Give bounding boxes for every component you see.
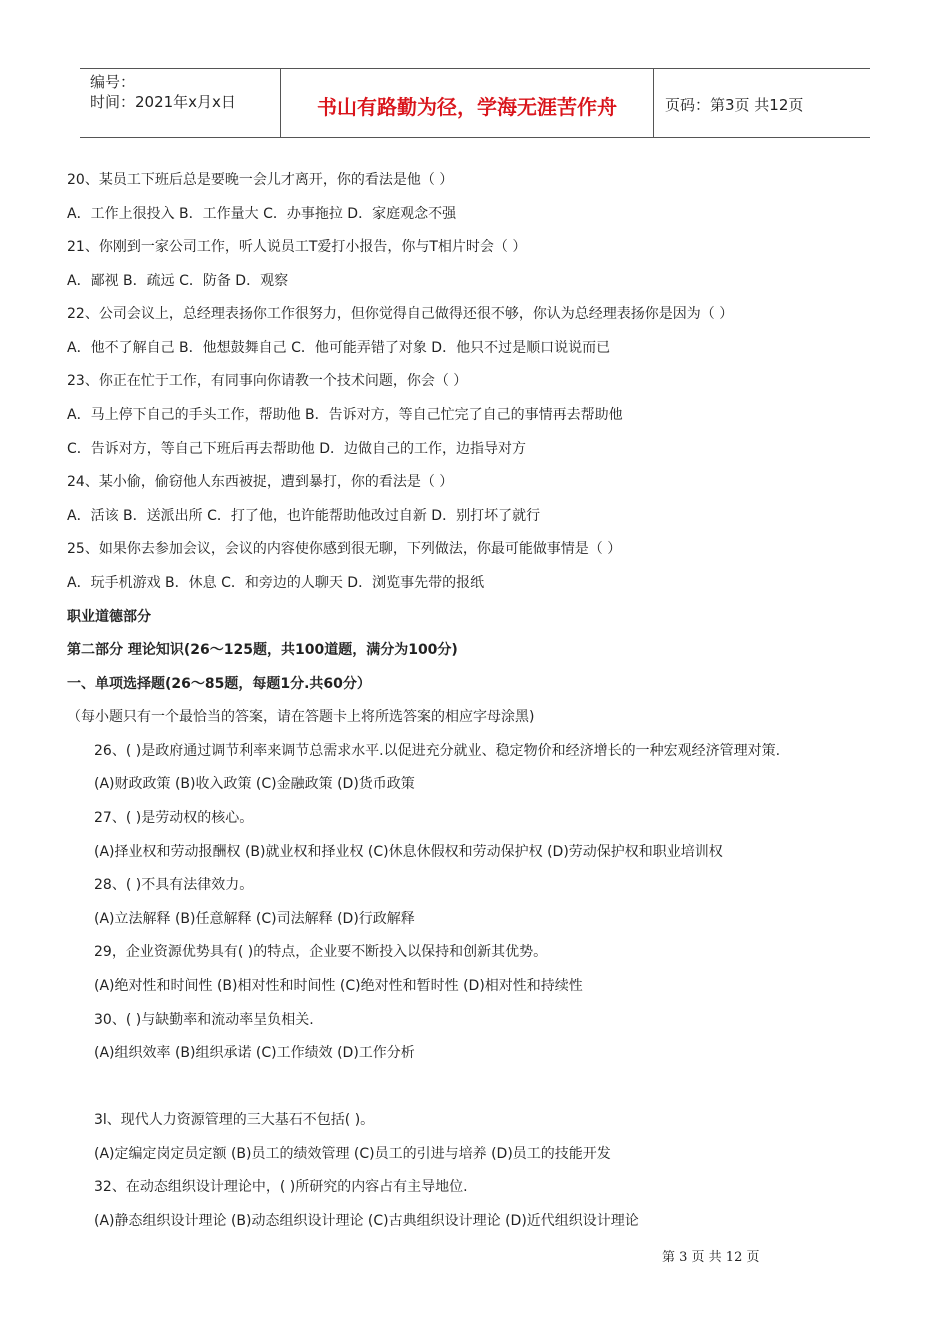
options-21: A．鄙视 B．疏远 C．防备 D．观察 xyxy=(67,273,289,289)
document-header xyxy=(80,68,870,138)
question-31: 3l、现代人力资源管理的三大基石不包括( )。 xyxy=(94,1112,375,1128)
options-22: A．他不了解自己 B．他想鼓舞自己 C．他可能弄错了对象 D．他只不过是顺口说说而已 xyxy=(67,340,611,356)
question-26: 26、( )是政府通过调节利率来调节总需求水平.以促进充分就业、稳定物价和经济增长的一种宏观经济管理对策. xyxy=(94,743,781,759)
options-20: A．工作上很投入 B．工作量大 C．办事拖拉 D．家庭观念不强 xyxy=(67,206,457,222)
motto: 书山有路勤为径，学海无涯苦作舟 xyxy=(317,95,617,119)
section-heading-single-choice: 一、单项选择题(26～85题，每题1分.共60分） xyxy=(67,676,371,692)
options-25: A．玩手机游戏 B．休息 C．和旁边的人聊天 D．浏览事先带的报纸 xyxy=(67,575,485,591)
question-24: 24、某小偷，偷窃他人东西被捉，遭到暴打，你的看法是（ ） xyxy=(67,474,454,490)
question-32: 32、在动态组织设计理论中，( )所研究的内容占有主导地位. xyxy=(94,1179,468,1195)
options-26: (A)财政政策 (B)收入政策 (C)金融政策 (D)货币政策 xyxy=(94,776,415,792)
options-31: (A)定编定岗定员定额 (B)员工的绩效管理 (C)员工的引进与培养 (D)员工的技能开发 xyxy=(94,1146,611,1162)
section-heading-ethics: 职业道德部分 xyxy=(67,609,151,625)
options-29: (A)绝对性和时间性 (B)相对性和时间性 (C)绝对性和暂时性 (D)相对性和持续性 xyxy=(94,978,583,994)
number-label: 编号： xyxy=(90,73,136,91)
question-20: 20、某员工下班后总是要晚一会儿才离开，你的看法是他（ ） xyxy=(67,172,454,188)
date-label: 时间：2021年x月x日 xyxy=(90,93,236,111)
header-info-cell xyxy=(80,69,281,137)
question-28: 28、( )不具有法律效力。 xyxy=(94,877,254,893)
question-27: 27、( )是劳动权的核心。 xyxy=(94,810,254,826)
options-27: (A)择业权和劳动报酬权 (B)就业权和择业权 (C)休息休假权和劳动保护权 (D)劳动保护权和职业培训权 xyxy=(94,844,723,860)
header-page-cell xyxy=(655,69,870,137)
question-22: 22、公司会议上，总经理表扬你工作很努力，但你觉得自己做得还很不够，你认为总经理表扬你是因为（ ） xyxy=(67,306,734,322)
question-29: 29，企业资源优势具有( )的特点，企业要不断投入以保持和创新其优势。 xyxy=(94,944,548,960)
instructions: （每小题只有一个最恰当的答案，请在答题卡上将所选答案的相应字母涂黑) xyxy=(67,709,535,725)
section-heading-part2: 第二部分 理论知识(26～125题，共100道题，满分为100分) xyxy=(67,642,458,658)
options-23-ab: A．马上停下自己的手头工作，帮助他 B．告诉对方，等自己忙完了自己的事情再去帮助他 xyxy=(67,407,623,423)
options-28: (A)立法解释 (B)任意解释 (C)司法解释 (D)行政解释 xyxy=(94,911,415,927)
page-footer: 第 3 页 共 12 页 xyxy=(662,1250,760,1265)
question-21: 21、你刚到一家公司工作，听人说员工T爱打小报告，你与T相片时会（ ） xyxy=(67,239,527,255)
question-30: 30、( )与缺勤率和流动率呈负相关. xyxy=(94,1012,314,1028)
header-motto-cell xyxy=(281,69,654,137)
page-label: 页码：第3页 共12页 xyxy=(665,96,804,114)
options-30: (A)组织效率 (B)组织承诺 (C)工作绩效 (D)工作分析 xyxy=(94,1045,415,1061)
question-23: 23、你正在忙于工作，有同事向你请教一个技术问题，你会（ ） xyxy=(67,373,468,389)
options-32: (A)静态组织设计理论 (B)动态组织设计理论 (C)古典组织设计理论 (D)近代组织设计理论 xyxy=(94,1213,639,1229)
question-25: 25、如果你去参加会议，会议的内容使你感到很无聊，下列做法，你最可能做事情是（ ） xyxy=(67,541,622,557)
options-23-cd: C．告诉对方，等自己下班后再去帮助他 D．边做自己的工作，边指导对方 xyxy=(67,441,527,457)
options-24: A．活该 B．送派出所 C．打了他，也许能帮助他改过自新 D．别打坏了就行 xyxy=(67,508,541,524)
